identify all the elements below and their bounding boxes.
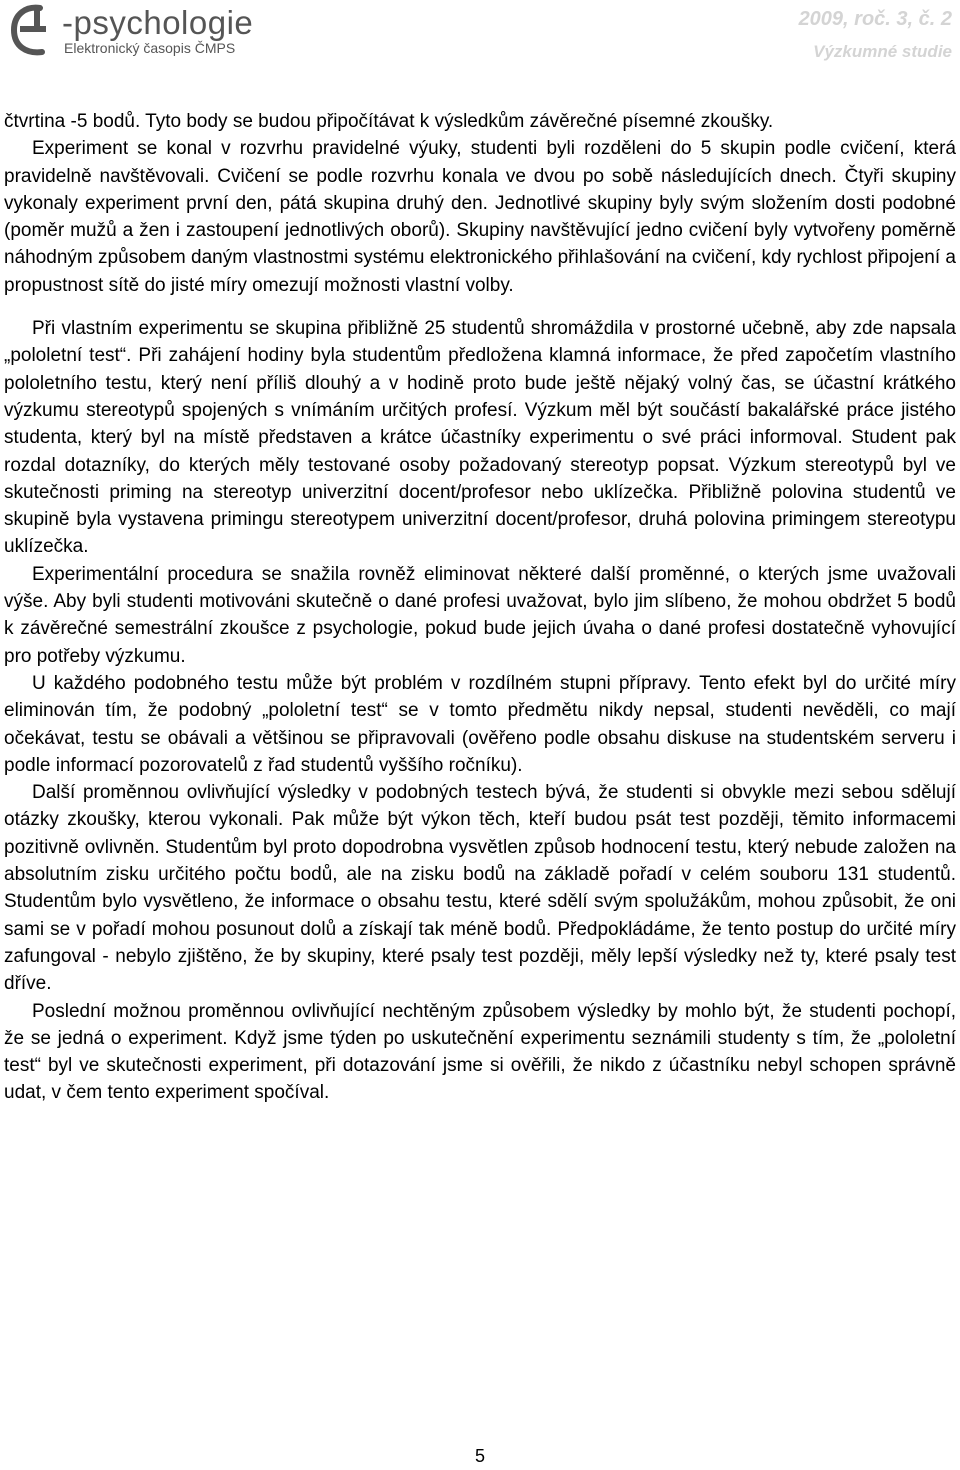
e-letter-logo-icon [6, 2, 62, 58]
paragraph-2: Experiment se konal v rozvrhu pravidelné výuky, studenti byli rozděleni do 5 skupin podle cvičení, která pravidelně navštěvovali. Cvičení se podle rozvrhu konala ve dvou po sobě následujících dnech. Čtyři skupiny vykonaly experiment první den, pátá skupina druhý den. Jednotlivé skupiny byly svým složením dosti podobné (poměr mužů a žen i zastoupení jednotlivých oborů). Skupiny navštěvující jedno cvičení byly vytvořeny poměrně náhodným způsobem daným vlastnostmi systému elektronického přihlašování na cvičení, kdy rychlost připojení a propustnost sítě do jisté míry omezují možnosti vlastní volby. [4, 138, 956, 296]
journal-logo [6, 2, 336, 62]
logo-subtitle: Elektronický časopis ČMPS [64, 40, 236, 56]
logo-title: -psychologie [62, 4, 254, 41]
section-label: Výzkumné studie [813, 42, 952, 61]
paragraph-6: Další proměnnou ovlivňující výsledky v podobných testech bývá, že studenti si obvykle mezi sebou sdělují otázky zkoušky, kterou vykonali. Pak může být výkon těch, kteří budou psát test později, těmito informacemi pozitivně ovlivněn. Studentům byl proto dopodrobna vysvětlen způsob hodnocení testu, který nebude založen na absolutním zisku určitého počtu bodů, ale na zisku bodů na základě pořadí v celém souboru 131 studentů. Studentům bylo vysvětleno, že informace o obsahu testu, které sdělí svým spolužákům, mohou způsobit, že oni sami se v pořadí mohou posunout dolů a získají tak méně bodů. Předpokládáme, že tento postup do určité míry zafungoval - nebylo zjištěno, že by skupiny, které psaly test později, měly lepší výsledky než ty, které psaly test dříve. [4, 782, 956, 995]
paragraph-7: Poslední možnou proměnnou ovlivňující nechtěným způsobem výsledky by mohlo být, že studenti pochopí, že se jedná o experiment. Když jsme týden po uskutečnění experimentu seznámili studenty s tím, že „pololetní test“ byl ve skutečnosti experiment, při dotazování jsme si ověřili, že nikdo z účastníku nebyl schopen správně udat, v čem tento experiment spočíval. [4, 1000, 956, 1104]
paragraph-5: U každého podobného testu může být problém v rozdílném stupni přípravy. Tento efekt byl do určité míry eliminován tím, že podobný „pololetní test“ se v tomto předmětu nikdy nepsal, studenti nevěděli, co mají očekávat, testu se obávali a většinou se připravovali (ověřeno podle obsahu diskuse na studentském serveru i podle informací pozorovatelů z řad studentů vyššího ročníku). [4, 672, 956, 776]
paragraph-1: čtvrtina -5 bodů. Tyto body se budou připočítávat k výsledkům závěrečné písemné zkoušky. [4, 111, 774, 132]
issue-info: 2009, roč. 3, č. 2 [798, 8, 952, 30]
page-number: 5 [474, 1446, 485, 1466]
paragraph-4: Experimentální procedura se snažila rovněž eliminovat některé další proměnné, o kterých jsme uvažovali výše. Aby byli studenti motivováni skutečně o dané profesi uvažovat, bylo jim slíbeno, že mohou obdržet 5 bodů k závěrečné semestrální zkoušce z psychologie, pokud bude jejich úvaha o dané profesi dostatečně vyhovující pro potřeby výzkumu. [4, 563, 956, 667]
article-body [4, 108, 956, 1107]
paragraph-3: Při vlastním experimentu se skupina přibližně 25 studentů shromáždila v prostorné učebně, aby zde napsala „pololetní test“. Při zahájení hodiny byla studentům předložena klamná informace, že před započetím vlastního pololetního testu, který není příliš dlouhý a v hodině proto bude ještě nějaký volný čas, se účastní krátkého výzkumu stereotypů spojených s vnímáním určitých profesí. Výzkum měl být součástí bakalářské práce jistého studenta, který byl na místě představen a krátce účastníky experimentu o své práci informoval. Student pak rozdal dotazníky, do kterých měly testované osoby požadovaný stereotyp popsat. Výzkum stereotypů byl ve skutečnosti priming na stereotyp univerzitní docent/profesor nebo uklízečka. Přibližně polovina studentů ve skupině byla vystavena primingu stereotypem univerzitní docent/profesor, druhá polovina primingem stereotypu uklízečka. [4, 318, 956, 558]
page-header [0, 0, 960, 70]
